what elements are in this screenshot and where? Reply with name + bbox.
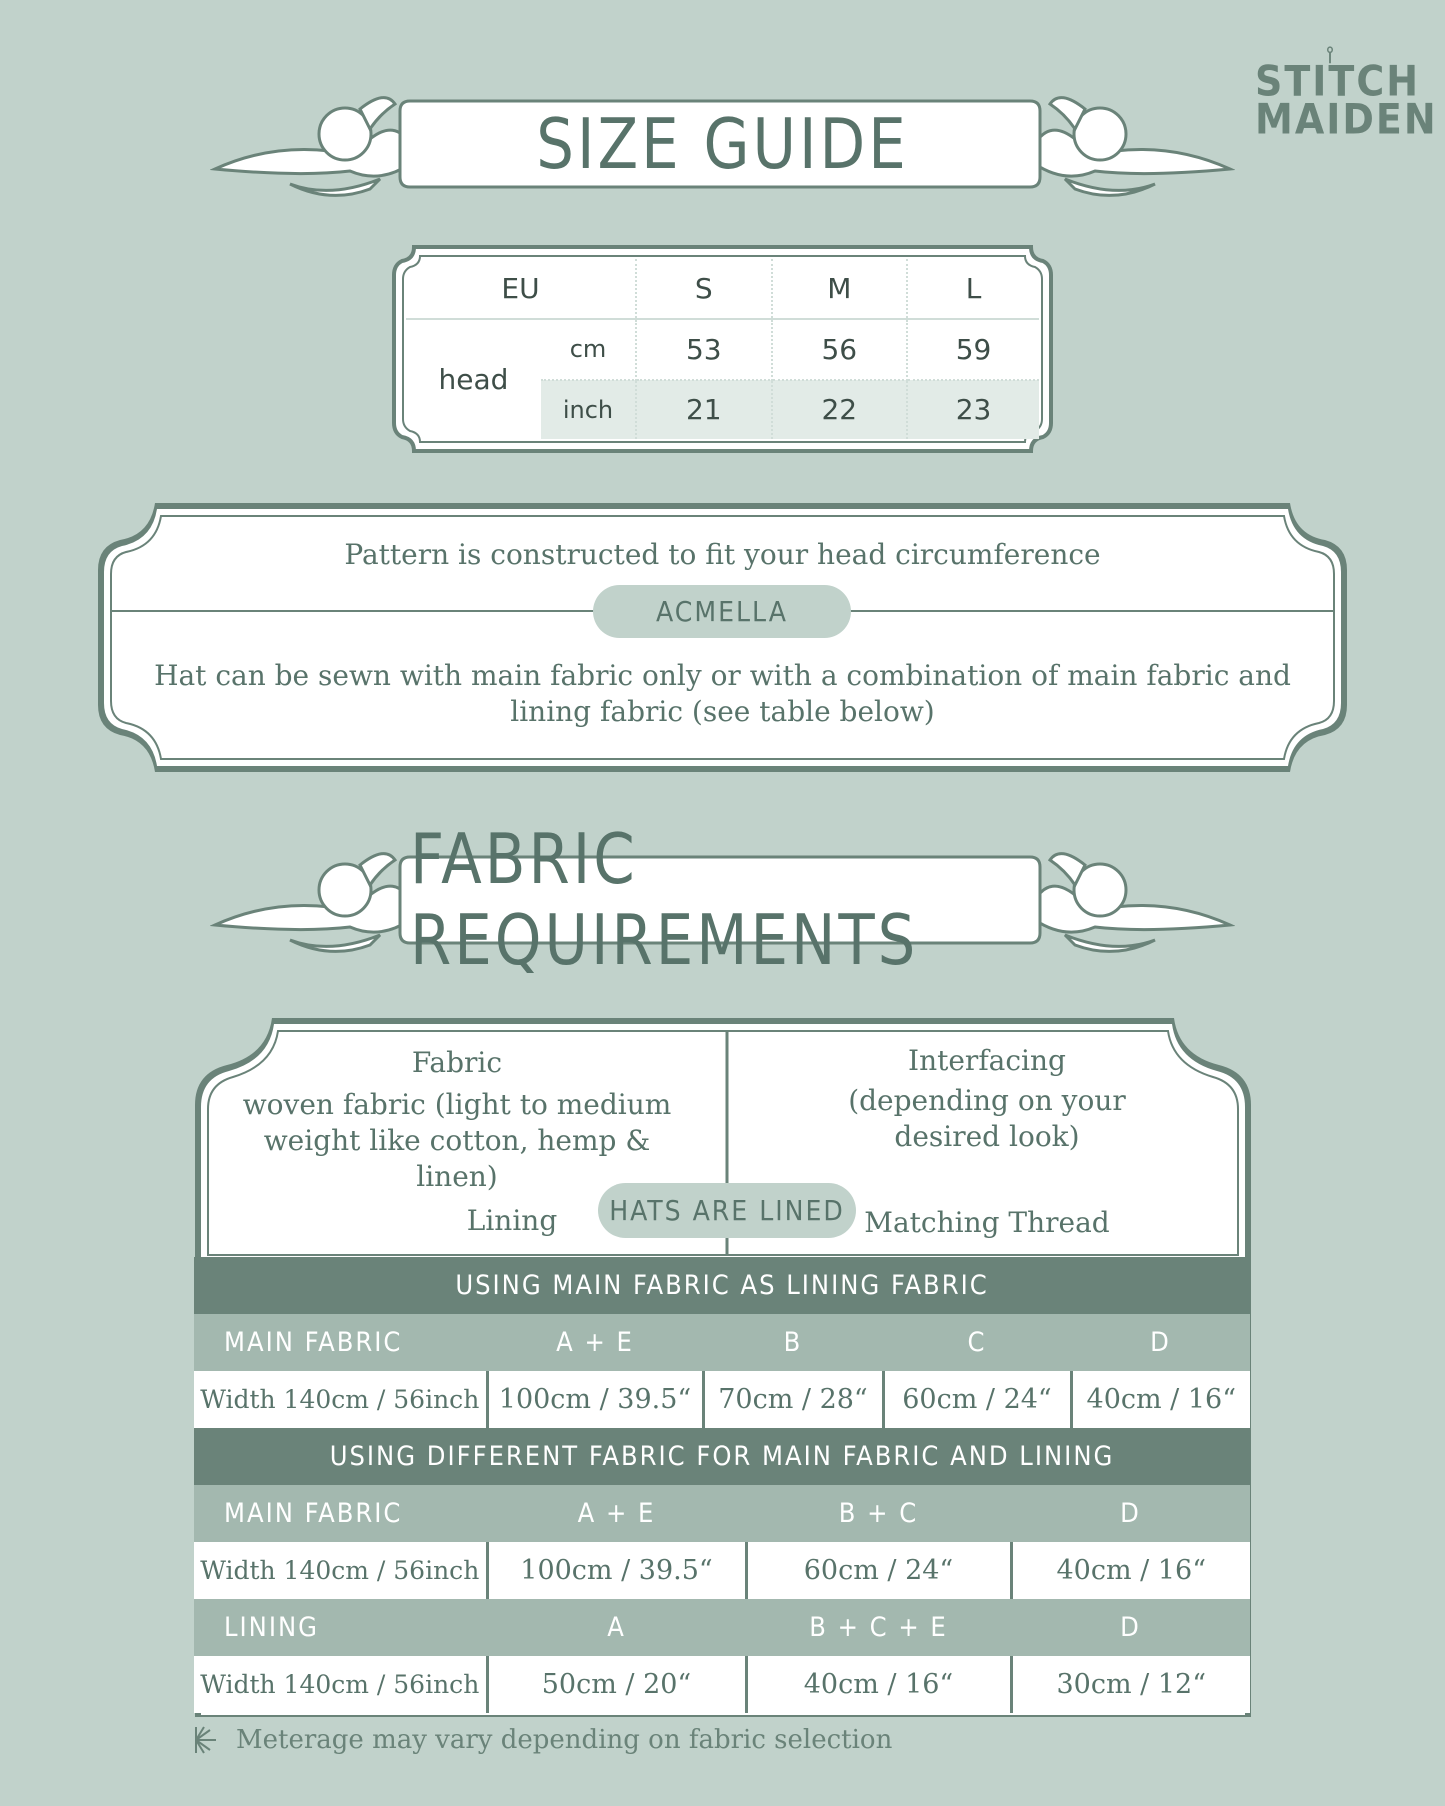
size-header-m: M [772,259,908,319]
info-fabric-text: Hat can be sewn with main fabric only or with a combination of main fabric and lining fabric (see table below) [154,659,1291,728]
size-value: 22 [772,380,908,439]
size-table [406,259,1039,439]
info-box [95,500,1350,775]
section-2-lining-header: D [1011,1599,1250,1656]
pattern-name-badge: ACMELLA [593,585,851,638]
section-2-main-cell: 60cm / 24“ [746,1542,1011,1599]
section-2-lining-cell: 40cm / 16“ [746,1656,1011,1713]
size-header-eu: EU [406,259,636,319]
fabric-table-section-1 [194,1257,1250,1428]
section-1-cell: 60cm / 24“ [883,1371,1071,1428]
fabric-table-section-2 [194,1428,1250,1713]
section-2-lining-header: LINING [194,1599,487,1656]
footnote-text: Meterage may vary depending on fabric selection [236,1725,893,1755]
size-guide-banner [210,89,1235,199]
section-2-main-cell: 100cm / 39.5“ [487,1542,746,1599]
size-unit-cm: cm [541,319,636,380]
logo-line-2: MAIDEN [1255,94,1438,144]
size-value: 59 [907,319,1039,380]
section-2-lining-header: A [487,1599,746,1656]
fabric-requirements-banner [210,819,1235,981]
size-unit-inch: inch [541,380,636,439]
section-2-main-header: B + C [746,1485,1011,1542]
section-2-lining-header: B + C + E [746,1599,1011,1656]
fabric-requirements-title: FABRIC REQUIREMENTS [410,819,919,981]
size-guide-title: SIZE GUIDE [536,103,909,185]
section-2-main-header: A + E [487,1485,746,1542]
section-2-main-cell: Width 140cm / 56inch [194,1542,487,1599]
section-2-lining-cell: 30cm / 12“ [1011,1656,1250,1713]
interfacing-description: (depending on your desired look) [848,1084,1126,1153]
size-table-frame [392,245,1053,453]
thread-label: Matching Thread [864,1206,1110,1239]
section-2-title: USING DIFFERENT FABRIC FOR MAIN FABRIC AND LINING [194,1428,1250,1485]
info-fit-text: Pattern is constructed to fit your head circumference [344,538,1101,571]
leaf-sprig-icon [192,1725,218,1755]
section-1-cell: Width 140cm / 56inch [194,1371,487,1428]
size-row-label: head [438,363,509,396]
section-2-main-cell: 40cm / 16“ [1011,1542,1250,1599]
section-1-header: MAIN FABRIC [194,1314,487,1371]
section-1-header: B [703,1314,883,1371]
size-header-s: S [636,259,772,319]
size-header-l: L [907,259,1039,319]
section-1-cell: 100cm / 39.5“ [487,1371,703,1428]
section-2-lining-cell: Width 140cm / 56inch [194,1656,487,1713]
section-1-cell: 70cm / 28“ [703,1371,883,1428]
section-1-header: C [883,1314,1071,1371]
section-1-title: USING MAIN FABRIC AS LINING FABRIC [194,1257,1250,1314]
interfacing-label: Interfacing [908,1044,1066,1077]
footnote [192,1725,892,1755]
stitch-maiden-logo [1255,44,1438,164]
size-value: 53 [636,319,772,380]
section-1-header: A + E [487,1314,703,1371]
size-value: 23 [907,380,1039,439]
size-value: 21 [636,380,772,439]
hats-lined-badge: HATS ARE LINED [598,1183,856,1238]
logo-line-1: STITCH [1255,56,1421,106]
section-1-header: D [1071,1314,1250,1371]
section-2-main-header: MAIN FABRIC [194,1485,487,1542]
fabric-label: Fabric [411,1046,503,1079]
section-1-cell: 40cm / 16“ [1071,1371,1250,1428]
fabric-description: woven fabric (light to medium weight like cotton, hemp & linen) [242,1088,672,1193]
section-2-main-header: D [1011,1485,1250,1542]
lining-label: Lining [466,1204,558,1237]
size-value: 56 [772,319,908,380]
fabric-box [192,1015,1254,1720]
section-2-lining-cell: 50cm / 20“ [487,1656,746,1713]
